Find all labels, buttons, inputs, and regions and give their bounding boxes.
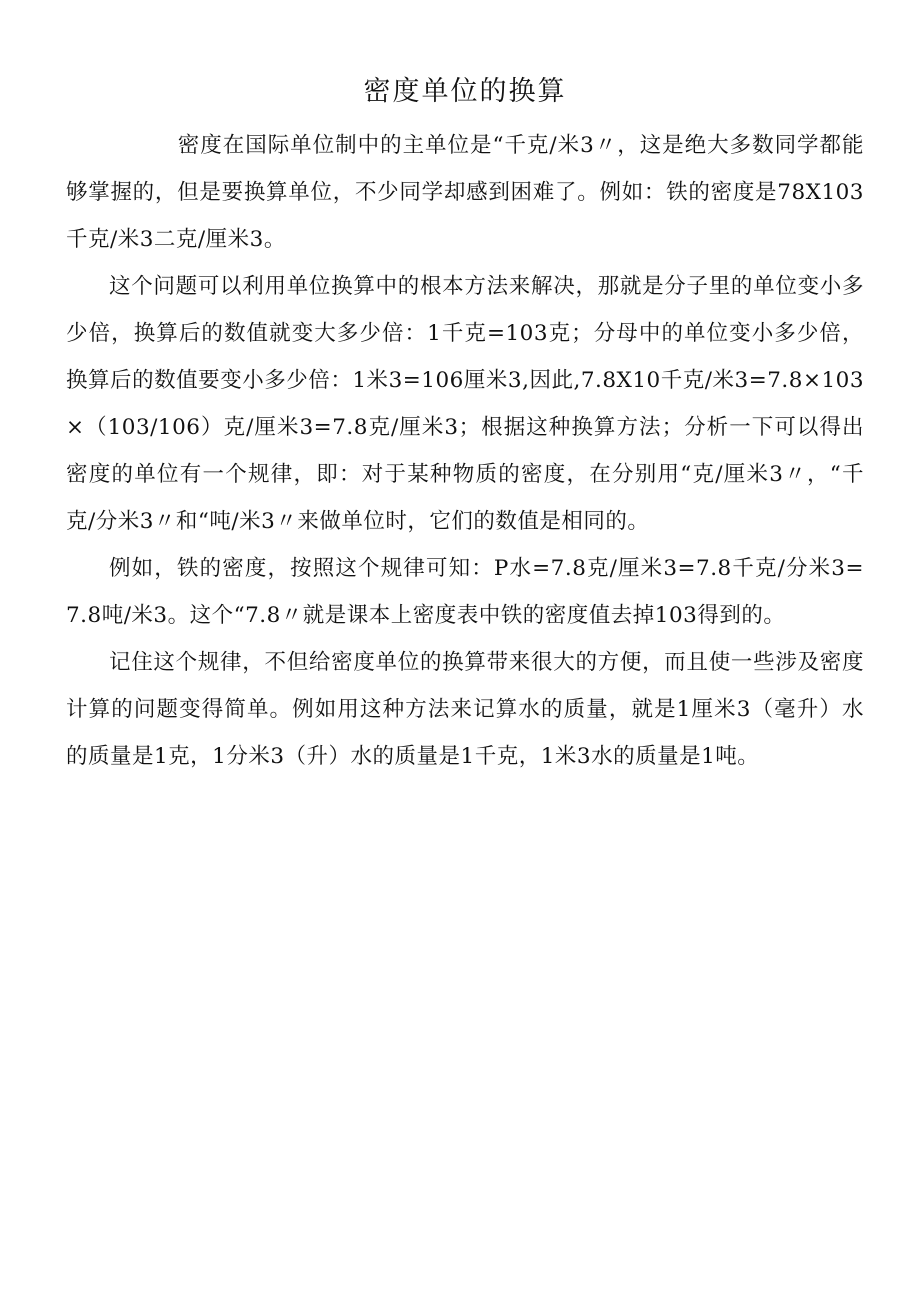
paragraph-3: 例如，铁的密度，按照这个规律可知：P水=7.8克/厘米3=7.8千克/分米3=7.8吨/米3。这个“7.8〃就是课本上密度表中铁的密度值去掉103得到的。: [66, 556, 864, 628]
paragraph-1: 密度在国际单位制中的主单位是“千克/米3〃，这是绝大多数同学都能够掌握的，但是要换算单位，不少同学却感到困难了。例如：铁的密度是78X103千克/米3二克/厘米3。: [66, 133, 864, 252]
paragraph-2: 这个问题可以利用单位换算中的根本方法来解决，那就是分子里的单位变小多少倍，换算后的数值就变大多少倍：1千克=103克；分母中的单位变小多少倍，换算后的数值要变小多少倍：1米3=106厘米3,因此,7.8X10千克/米3=7.8×103×（103/106）克/厘米3=7.8克/厘米3；根据这种换算方法；分析一下可以得出密度的单位有一个规律，即：对于某种物质的密度，在分别用“克/厘米3〃，“千克/分米3〃和“吨/米3〃来做单位时，它们的数值是相同的。: [66, 274, 864, 534]
document-body: [66, 122, 864, 780]
page-title: 密度单位的换算: [363, 76, 567, 107]
paragraph-4: 记住这个规律，不但给密度单位的换算带来很大的方便，而且使一些涉及密度计算的问题变得简单。例如用这种方法来记算水的质量，就是1厘米3（毫升）水的质量是1克，1分米3（升）水的质量是1千克，1米3水的质量是1吨。: [66, 650, 864, 769]
